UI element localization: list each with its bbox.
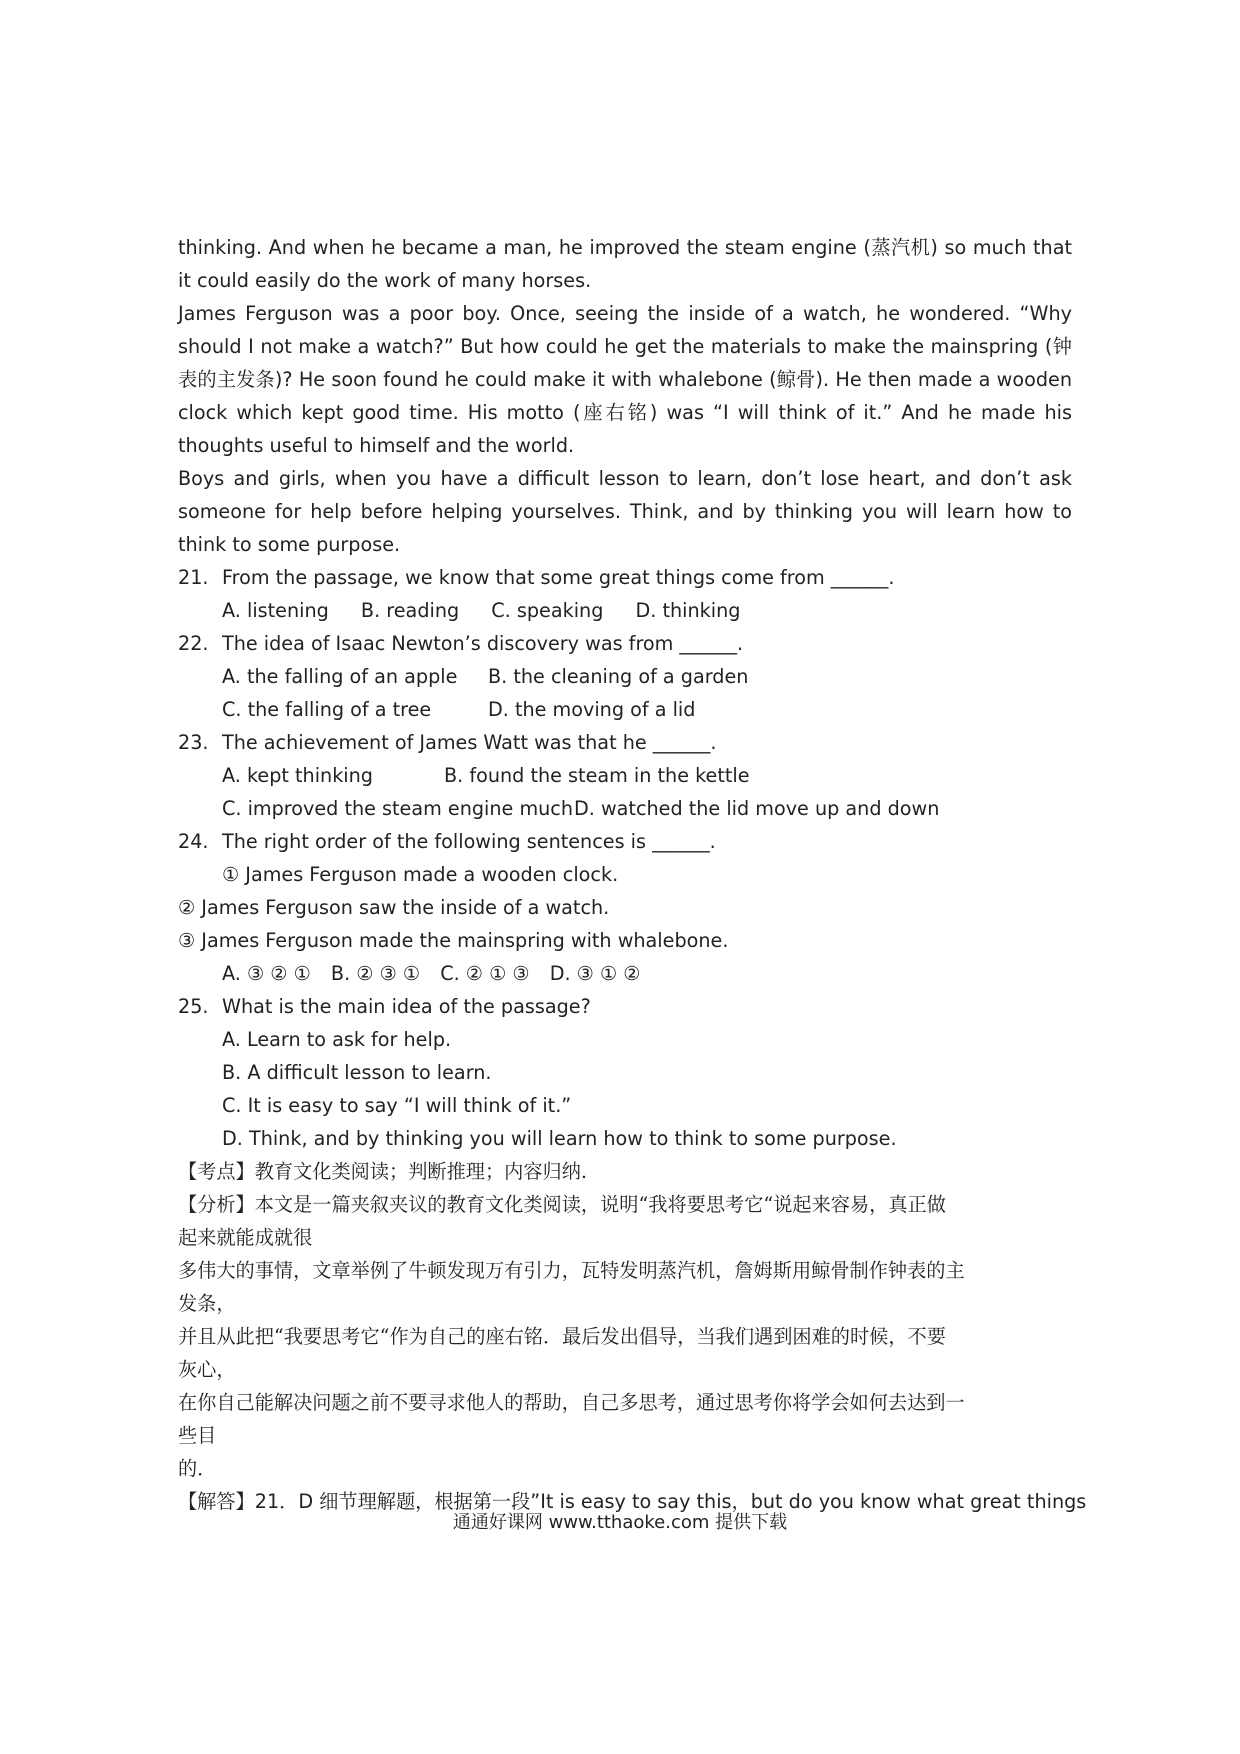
question-stem: What is the main idea of the passage? (222, 995, 591, 1018)
question-number: 23. (178, 731, 209, 754)
option-c: C. It is easy to say “I will think of it.” (222, 1094, 572, 1117)
question-24-options (178, 957, 1072, 990)
option-a: A. ③ ② ① (222, 962, 311, 985)
option-d: D. ③ ① ② (549, 962, 641, 985)
option-b: B. reading (360, 599, 460, 622)
fenxi-line: 的． (178, 1457, 217, 1480)
question-22 (178, 627, 1072, 660)
passage-paragraph: Boys and girls, when you have a difficult lesson to learn, don’t lose heart, and don’t ask someone for help before helping yourselves. Think, and by thinking you will learn how to think to some purpose. (178, 467, 1072, 556)
fenxi-line: 发条， (178, 1292, 236, 1315)
question-23 (178, 726, 1072, 759)
option-a: A. listening (222, 599, 329, 622)
option-c: C. the falling of a tree (222, 698, 432, 721)
option-d: D. watched the lid move up and down (574, 797, 940, 820)
question-23-options-row1 (178, 759, 1072, 792)
page-content (178, 231, 1087, 1518)
fenxi-line: 【分析】本文是一篇夹叙夹议的教育文化类阅读，说明“我将要思考它“说起来容易，真正做 (178, 1193, 946, 1216)
sentence-2: ② James Ferguson saw the inside of a watch. (178, 896, 610, 919)
fenxi-line: 多伟大的事情，文章举例了牛顿发现万有引力，瓦特发明蒸汽机，詹姆斯用鲸骨制作钟表的主 (178, 1259, 965, 1282)
option-b: B. found the steam in the kettle (444, 764, 750, 787)
option-b: B. A difficult lesson to learn. (222, 1061, 492, 1084)
question-21 (178, 561, 1072, 594)
passage-paragraph: thinking. And when he became a man, he improved the steam engine (蒸汽机) so much that it could easily do the work of many horses. (178, 236, 1072, 292)
question-stem: From the passage, we know that some great things come from ______. (222, 566, 895, 589)
fenxi-line: 在你自己能解决问题之前不要寻求他人的帮助，自己多思考，通过思考你将学会如何去达到一 (178, 1391, 965, 1414)
question-number: 25. (178, 995, 209, 1018)
passage-paragraph: James Ferguson was a poor boy. Once, seeing the inside of a watch, he wondered. “Why should I not make a watch?” But how could he get the materials to make the mainspring (钟表的主发条)? He soon found he could make it with whalebone (鲸骨). He then made a wooden clock which kept good time. His motto (座右铭) was “I will think of it.” And he made his thoughts useful to himself and the world. (178, 302, 1072, 457)
question-number: 24. (178, 830, 209, 853)
question-21-options (178, 594, 1072, 627)
fenxi-line: 灰心， (178, 1358, 236, 1381)
fenxi-line: 并且从此把“我要思考它“作为自己的座右铭．最后发出倡导，当我们遇到困难的时候，不要 (178, 1325, 946, 1348)
question-stem: The idea of Isaac Newton’s discovery was from ______. (222, 632, 744, 655)
option-a: A. the falling of an apple (222, 665, 458, 688)
option-d: D. the moving of a lid (488, 698, 696, 721)
jieda-line: 【解答】21．D 细节理解题，根据第一段”It is easy to say this，but do you know what great things (178, 1490, 1087, 1513)
question-24 (178, 825, 1072, 858)
option-b: B. ② ③ ① (330, 962, 421, 985)
question-number: 21. (178, 566, 209, 589)
question-22-options-row2 (178, 693, 1072, 726)
sentence-3: ③ James Ferguson made the mainspring with whalebone. (178, 929, 729, 952)
question-23-options-row2 (178, 792, 1072, 825)
option-c: C. ② ① ③ (440, 962, 530, 985)
option-c: C. speaking (491, 599, 604, 622)
question-25 (178, 990, 1072, 1023)
option-b: B. the cleaning of a garden (488, 665, 749, 688)
sentence-1: ① James Ferguson made a wooden clock. (222, 863, 619, 886)
page-footer: 通通好课网 www.tthaoke.com 提供下载 (452, 1512, 788, 1533)
kaodian-line: 【考点】教育文化类阅读；判断推理；内容归纳. (178, 1160, 588, 1183)
question-number: 22. (178, 632, 209, 655)
option-d: D. thinking (635, 599, 741, 622)
option-a: A. kept thinking (222, 764, 373, 787)
question-22-options-row1 (178, 660, 1072, 693)
fenxi-line: 起来就能成就很 (178, 1226, 313, 1249)
option-d: D. Think, and by thinking you will learn how to think to some purpose. (222, 1127, 897, 1150)
option-c: C. improved the steam engine much (222, 797, 574, 820)
question-stem: The achievement of James Watt was that he ______. (222, 731, 717, 754)
fenxi-line: 些目 (178, 1424, 217, 1447)
question-stem: The right order of the following sentences is ______. (222, 830, 716, 853)
option-a: A. Learn to ask for help. (222, 1028, 452, 1051)
